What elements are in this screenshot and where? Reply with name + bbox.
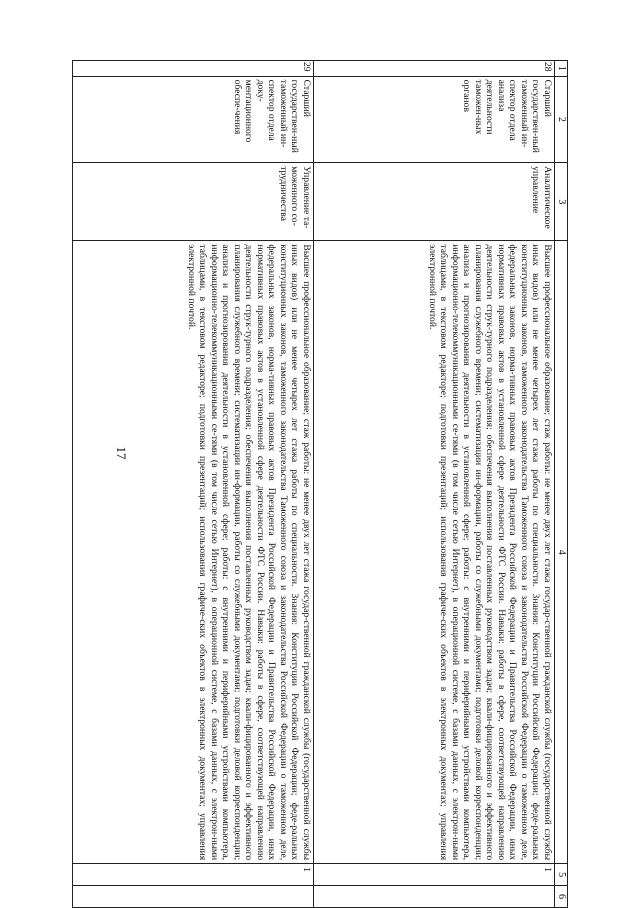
column-6-value	[314, 886, 555, 908]
department-name: Аналитическое управление	[314, 163, 555, 241]
table-row	[73, 61, 314, 908]
header-col-2: 2	[555, 76, 568, 163]
header-col-4: 4	[555, 241, 568, 864]
column-5-value: 1	[314, 864, 555, 886]
row-number: 29	[73, 61, 314, 77]
column-6-value	[73, 886, 314, 908]
position-title: Старший государствен-ный таможенный ин-спектор отдела анализа деятельности таможен-ных органов	[314, 76, 555, 163]
header-col-3: 3	[555, 163, 568, 241]
column-5-value: 1	[73, 864, 314, 886]
header-row	[555, 61, 568, 908]
header-col-1: 1	[555, 61, 568, 77]
qualification-requirements: Высшее профессиональное образование; стаж работы: не менее двух лет стажа государ-ственной гражданской службы (государственной службы иных видов) или не менее четырех лет стажа работы по специальности. Знания: Конституции Российской Федерации; феде-ральных конституционных законов, таможенного законодательства Таможенного союза и законодательства Российской Федерации о таможенном деле, федеральных законов, норма-тивных правовых актов Президента Российской Федерации и Правительства Российской Федерации, иных нормативных правовых актов в установленной сфере деятельности ФТС России. Навыки: работы в сфере, соответствующей направлению деятельности струк-турного подразделения; обеспечения выполнения поставленных руководством задач; квали-фицированного и эффективного планирования служебного времени; систематизации ин-формации, работы со служебными документами; подготовки деловой корреспонденции; анализа и прогнозирования деятельности в установленной сфере; работы: с внутренними и периферийными устройствами компьютера, информационно-телекоммуникационными се-тями (в том числе сетью Интернет), в операционной системе, с базами данных, с электрон-ными таблицами, в текстовом редакторе; подготовки презентаций; использования графиче-ских объектов в электронных документах; управления электронной почтой.	[73, 241, 314, 864]
page-number: 17	[114, 446, 129, 460]
table-row	[314, 61, 555, 908]
department-name: Управление та-моженного со-трудничества	[73, 163, 314, 241]
positions-table	[72, 60, 568, 908]
rotated-table-container	[72, 60, 568, 908]
row-number: 28	[314, 61, 555, 77]
qualification-requirements: Высшее профессиональное образование; стаж работы: не менее двух лет стажа государ-ственной гражданской службы (государственной службы иных видов) или не менее четырех лет стажа работы по специальности. Знания: Конституции Российской Федерации; феде-ральных конституционных законов, таможенного законодательства Таможенного союза и законодательства Российской Федерации о таможенном деле, федеральных законов, норма-тивных правовых актов Президента Российской Федерации и Правительства Российской Федерации, иных нормативных правовых актов в установленной сфере деятельности ФТС России. Навыки: работы в сфере, соответствующей направлению деятельности струк-турного подразделения; обеспечения выполнения поставленных руководством задач; квали-фицированного и эффективного планирования служебного времени; систематизации ин-формации, работы со служебными документами; подготовки деловой корреспонденции; анализа и прогнозирования деятельности в установленной сфере; работы: с внутренними и периферийными устройствами компьютера, информационно-телекоммуникационными се-тями (в том числе сетью Интернет), в операционной системе, с базами данных, с электрон-ными таблицами, в текстовом редакторе; подготовки презентаций; использования графиче-ских объектов в электронных документах; управления электронной почтой.	[314, 241, 555, 864]
header-col-5: 5	[555, 864, 568, 886]
header-col-6: 6	[555, 886, 568, 908]
position-title: Старший государствен-ный таможенный ин-спектор отдела доку-ментационного обеспе-чения	[73, 76, 314, 163]
